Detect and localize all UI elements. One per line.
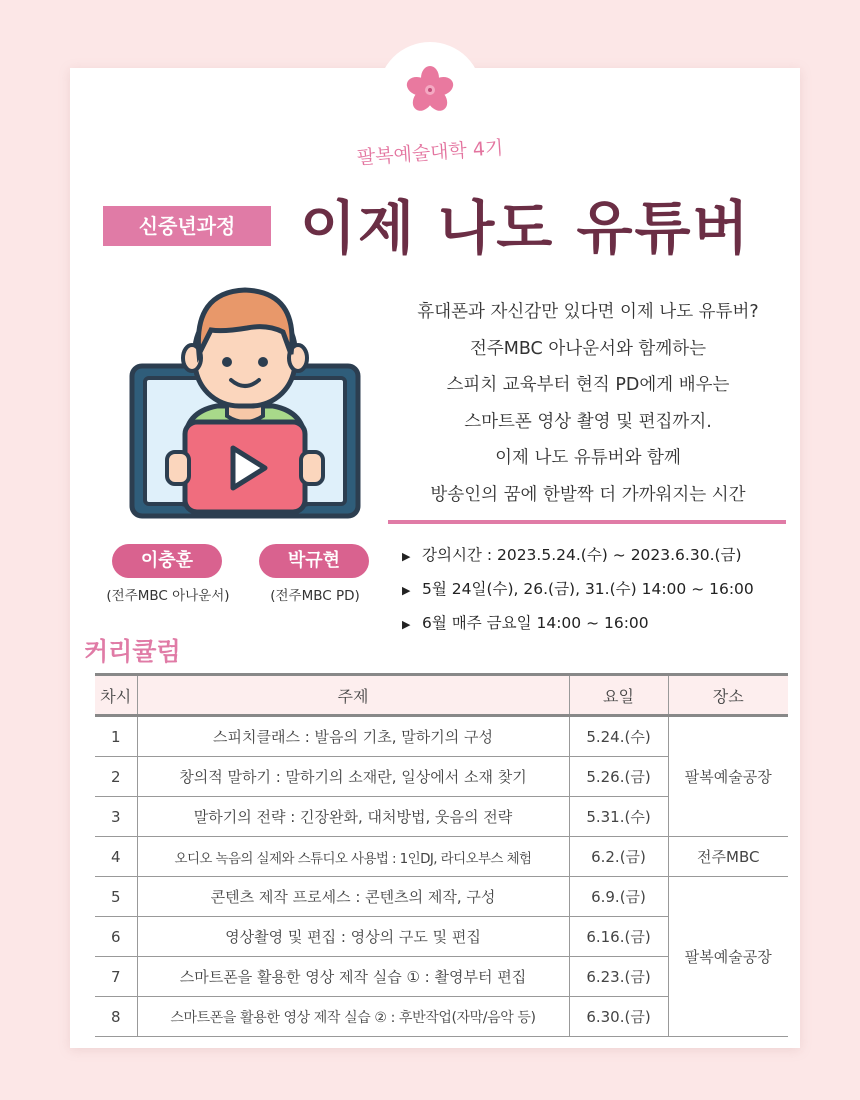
session-topic: 오디오 녹음의 실제와 스튜디오 사용법 : 1인DJ, 라디오부스 체험 bbox=[137, 837, 569, 877]
youtuber-illustration bbox=[127, 284, 363, 524]
session-topic: 콘텐츠 제작 프로세스 : 콘텐츠의 제작, 구성 bbox=[137, 877, 569, 917]
session-place: 팔복예술공장 bbox=[668, 716, 788, 837]
session-date: 5.24.(수) bbox=[569, 716, 668, 757]
table-row bbox=[95, 716, 788, 757]
session-topic: 스마트폰을 활용한 영상 제작 실습 ① : 촬영부터 편집 bbox=[137, 957, 569, 997]
session-topic: 영상촬영 및 편집 : 영상의 구도 및 편집 bbox=[137, 917, 569, 957]
course-badge: 신중년과정 bbox=[103, 206, 271, 246]
session-number: 1 bbox=[95, 716, 137, 757]
triangle-bullet-icon: ▶ bbox=[402, 584, 411, 597]
session-date: 6.9.(금) bbox=[569, 877, 668, 917]
description-line: 방송인의 꿈에 한발짝 더 가까워지는 시간 bbox=[430, 484, 746, 505]
section-divider bbox=[388, 520, 786, 524]
instructor-affiliation: (전주MBC 아나운서) bbox=[106, 588, 230, 604]
triangle-bullet-icon: ▶ bbox=[402, 618, 411, 631]
schedule-item bbox=[402, 607, 754, 641]
session-number: 5 bbox=[95, 877, 137, 917]
triangle-bullet-icon: ▶ bbox=[402, 550, 411, 563]
instructor-name-pill: 박규현 bbox=[259, 544, 369, 578]
session-date: 6.2.(금) bbox=[569, 837, 668, 877]
session-place: 전주MBC bbox=[668, 837, 788, 877]
instructor-affiliation: (전주MBC PD) bbox=[270, 588, 360, 604]
session-topic: 말하기의 전략 : 긴장완화, 대처방법, 웃음의 전략 bbox=[137, 797, 569, 837]
schedule-list bbox=[402, 539, 754, 641]
instructor-name-pill: 이충훈 bbox=[112, 544, 222, 578]
column-header: 장소 bbox=[668, 675, 788, 716]
session-date: 6.30.(금) bbox=[569, 997, 668, 1037]
session-topic: 스마트폰을 활용한 영상 제작 실습 ② : 후반작업(자막/음악 등) bbox=[137, 997, 569, 1037]
table-row bbox=[95, 837, 788, 877]
cherry-blossom-icon bbox=[405, 64, 455, 114]
session-topic: 창의적 말하기 : 말하기의 소재란, 일상에서 소재 찾기 bbox=[137, 757, 569, 797]
table-header-row bbox=[95, 675, 788, 716]
description-line: 이제 나도 유튜버와 함께 bbox=[495, 448, 681, 468]
schedule-item bbox=[402, 539, 754, 573]
session-date: 6.23.(금) bbox=[569, 957, 668, 997]
session-number: 4 bbox=[95, 837, 137, 877]
description-line: 휴대폰과 자신감만 있다면 이제 나도 유튜버? bbox=[417, 302, 759, 322]
page-title: 이제 나도 유튜버 bbox=[300, 194, 751, 262]
session-number: 3 bbox=[95, 797, 137, 837]
table-row bbox=[95, 877, 788, 917]
program-subtitle: 팔복예술대학 4기 bbox=[356, 136, 504, 170]
description-line: 전주MBC 아나운서와 함께하는 bbox=[469, 338, 707, 359]
column-header: 주제 bbox=[137, 675, 569, 716]
curriculum-table bbox=[95, 673, 788, 1037]
session-number: 7 bbox=[95, 957, 137, 997]
schedule-text: 5월 24일(수), 26.(금), 31.(수) 14:00 ~ 16:00 bbox=[422, 580, 754, 598]
session-date: 5.26.(금) bbox=[569, 757, 668, 797]
session-place: 팔복예술공장 bbox=[668, 877, 788, 1037]
description-line: 스피치 교육부터 현직 PD에게 배우는 bbox=[446, 375, 730, 395]
session-number: 6 bbox=[95, 917, 137, 957]
description-line: 스마트폰 영상 촬영 및 편집까지. bbox=[464, 411, 712, 432]
schedule-text: 강의시간 : 2023.5.24.(수) ~ 2023.6.30.(금) bbox=[422, 546, 742, 564]
schedule-text: 6월 매주 금요일 14:00 ~ 16:00 bbox=[422, 614, 649, 632]
schedule-item bbox=[402, 573, 754, 607]
session-number: 2 bbox=[95, 757, 137, 797]
session-number: 8 bbox=[95, 997, 137, 1037]
intro-description bbox=[392, 294, 784, 513]
session-topic: 스피치클래스 : 발음의 기초, 말하기의 구성 bbox=[137, 716, 569, 757]
session-date: 6.16.(금) bbox=[569, 917, 668, 957]
curriculum-title: 커리큘럼 bbox=[84, 637, 181, 666]
column-header: 요일 bbox=[569, 675, 668, 716]
session-date: 5.31.(수) bbox=[569, 797, 668, 837]
column-header: 차시 bbox=[95, 675, 137, 716]
